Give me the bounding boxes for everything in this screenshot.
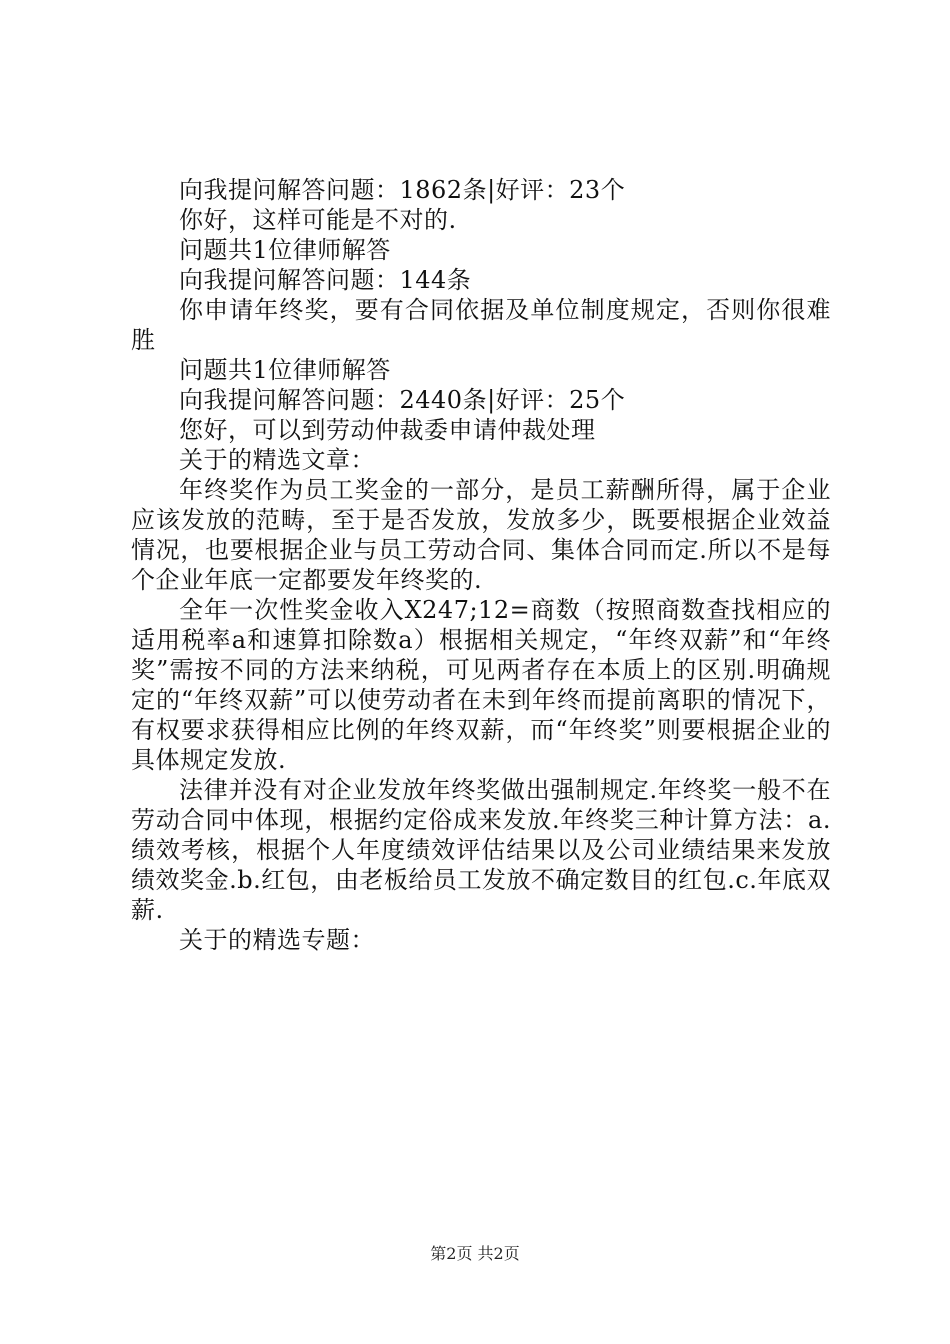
paragraph-lawyer-count-2: 问题共1位律师解答 (179, 356, 391, 384)
paragraph-answer-count-2: 向我提问解答问题：144条 (179, 266, 472, 294)
paragraph-lawyer-count-1: 问题共1位律师解答 (179, 236, 391, 264)
paragraph-article-2: 全年一次性奖金收入X247;12=商数（按照商数查找相应的适用税率a和速算扣除数a）根据相关规定，“年终双薪”和“年终奖”需按不同的方法来纳税，可见两者存在本质上的区别.明确规定的“年终双薪”可以使劳动者在未到年终而提前离职的情况下，有权要求获得相应比例的年终双薪，而“年终奖”则要根据企业的具体规定发放. (131, 596, 831, 774)
paragraph-selected-articles-heading: 关于的精选文章： (179, 446, 375, 474)
paragraph-answer-count-3: 向我提问解答问题：2440条|好评：25个 (179, 386, 626, 414)
paragraph-article-3: 法律并没有对企业发放年终奖做出强制规定.年终奖一般不在劳动合同中体现，根据约定俗成来发放.年终奖三种计算方法：a.绩效考核，根据个人年度绩效评估结果以及公司业绩结果来发放绩效奖金.b.红包，由老板给员工发放不确定数目的红包.c.年底双薪. (131, 776, 831, 924)
paragraph-answer-1: 你好，这样可能是不对的. (179, 206, 457, 234)
paragraph-answer-3: 您好，可以到劳动仲裁委申请仲裁处理 (179, 416, 596, 444)
paragraph-article-1: 年终奖作为员工奖金的一部分，是员工薪酬所得，属于企业应该发放的范畴，至于是否发放，发放多少，既要根据企业效益情况，也要根据企业与员工劳动合同、集体合同而定.所以不是每个企业年底一定都要发年终奖的. (131, 476, 831, 594)
paragraph-answer-count-1: 向我提问解答问题：1862条|好评：23个 (179, 176, 626, 204)
paragraph-selected-topics-heading: 关于的精选专题： (179, 926, 375, 954)
paragraph-answer-2: 你申请年终奖，要有合同依据及单位制度规定，否则你很难胜 (131, 296, 831, 354)
page-number-label: 第2页 共2页 (430, 1244, 520, 1263)
page-footer (0, 1244, 950, 1264)
document-body (131, 175, 831, 955)
